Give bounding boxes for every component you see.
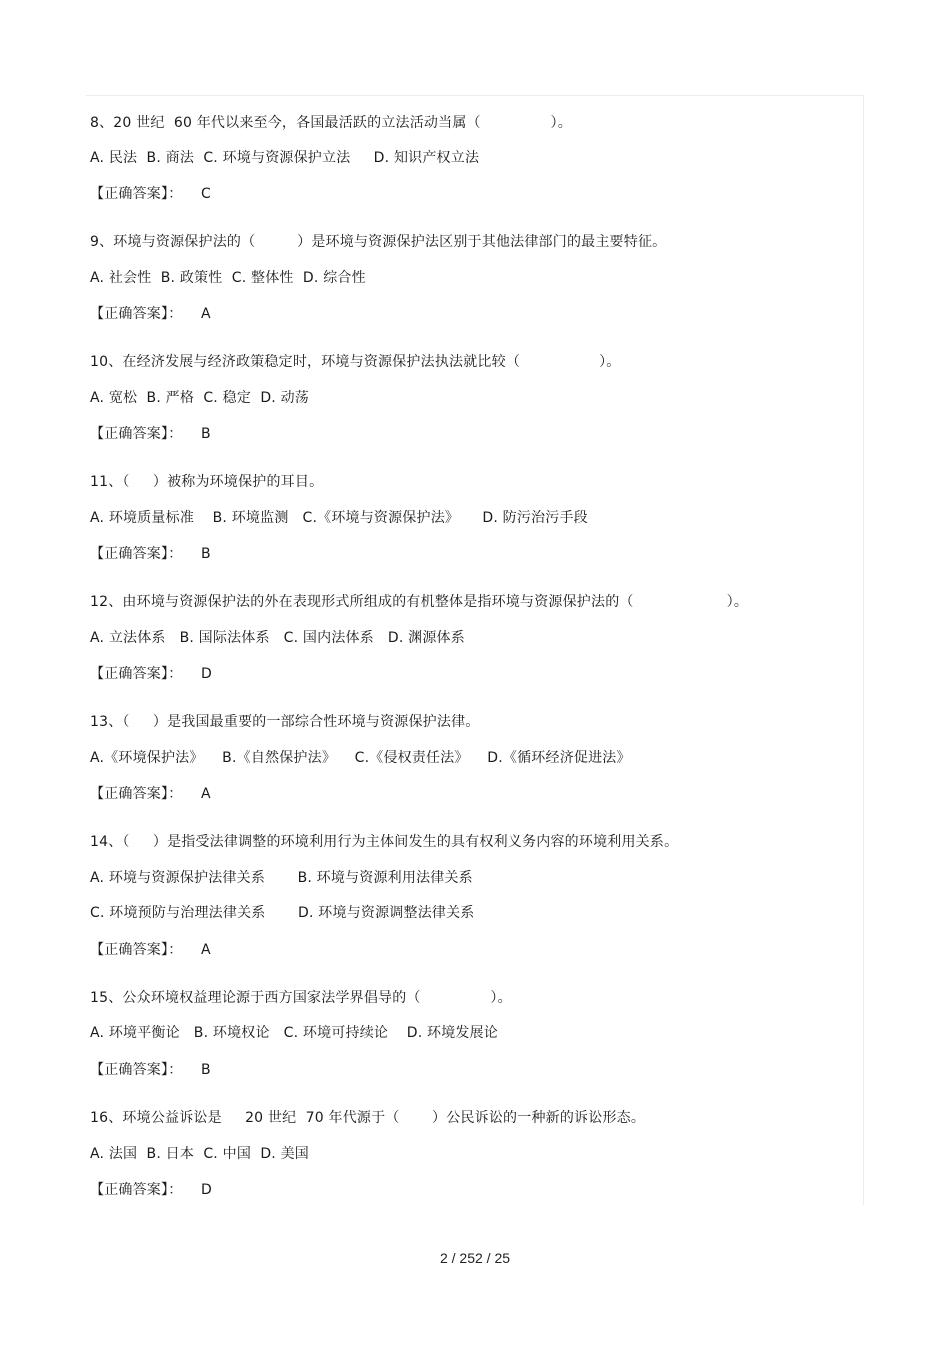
question-11-answer: 【正确答案】： B [90,546,211,562]
question-14-text: 14、（ ）是指受法律调整的环境利用行为主体间发生的具有权利义务内容的环境利用关系。 [90,834,679,850]
question-13-answer: 【正确答案】： A [90,786,211,802]
question-11-options: A. 环境质量标准 B. 环境监测 C.《环境与资源保护法》 D. 防污治污手段 [90,510,588,526]
question-16-options: A. 法国 B. 日本 C. 中国 D. 美国 [90,1146,309,1162]
question-16-answer: 【正确答案】： D [90,1182,212,1198]
question-9-answer: 【正确答案】： A [90,306,211,322]
question-12-answer: 【正确答案】： D [90,666,212,682]
question-13-text: 13、（ ）是我国最重要的一部综合性环境与资源保护法律。 [90,714,480,730]
question-8-answer: 【正确答案】： C [90,186,211,202]
page-number: 2 / 252 / 25 [439,1250,511,1266]
question-14-answer: 【正确答案】： A [90,942,211,958]
question-8-text: 8、20 世纪 60 年代以来至今，各国最活跃的立法活动当属（ ）。 [90,115,572,131]
question-14-options-line-1: A. 环境与资源保护法律关系 B. 环境与资源利用法律关系 [90,870,473,886]
question-15-answer: 【正确答案】： B [90,1062,211,1078]
question-15-text: 15、公众环境权益理论源于西方国家法学界倡导的（ ）。 [90,990,512,1006]
question-15-options: A. 环境平衡论 B. 环境权论 C. 环境可持续论 D. 环境发展论 [90,1025,498,1041]
question-9-options: A. 社会性 B. 政策性 C. 整体性 D. 综合性 [90,270,366,286]
question-8-options: A. 民法 B. 商法 C. 环境与资源保护立法 D. 知识产权立法 [90,150,480,166]
question-10-answer: 【正确答案】： B [90,426,211,442]
question-12-text: 12、由环境与资源保护法的外在表现形式所组成的有机整体是指环境与资源保护法的（ ）。 [90,594,749,610]
question-12-options: A. 立法体系 B. 国际法体系 C. 国内法体系 D. 渊源体系 [90,630,465,646]
question-13-options: A.《环境保护法》 B.《自然保护法》 C.《侵权责任法》 D.《循环经济促进法》 [90,750,631,766]
question-9-text: 9、环境与资源保护法的（ ）是环境与资源保护法区别于其他法律部门的最主要特征。 [90,234,667,250]
question-16-text: 16、环境公益诉讼是 20 世纪 70 年代源于（ ）公民诉讼的一种新的诉讼形态。 [90,1110,646,1126]
question-14-options-line-2: C. 环境预防与治理法律关系 D. 环境与资源调整法律关系 [90,905,475,921]
question-10-text: 10、在经济发展与经济政策稳定时，环境与资源保护法执法就比较（ ）。 [90,354,621,370]
question-11-text: 11、（ ）被称为环境保护的耳目。 [90,474,324,490]
question-10-options: A. 宽松 B. 严格 C. 稳定 D. 动荡 [90,390,309,406]
